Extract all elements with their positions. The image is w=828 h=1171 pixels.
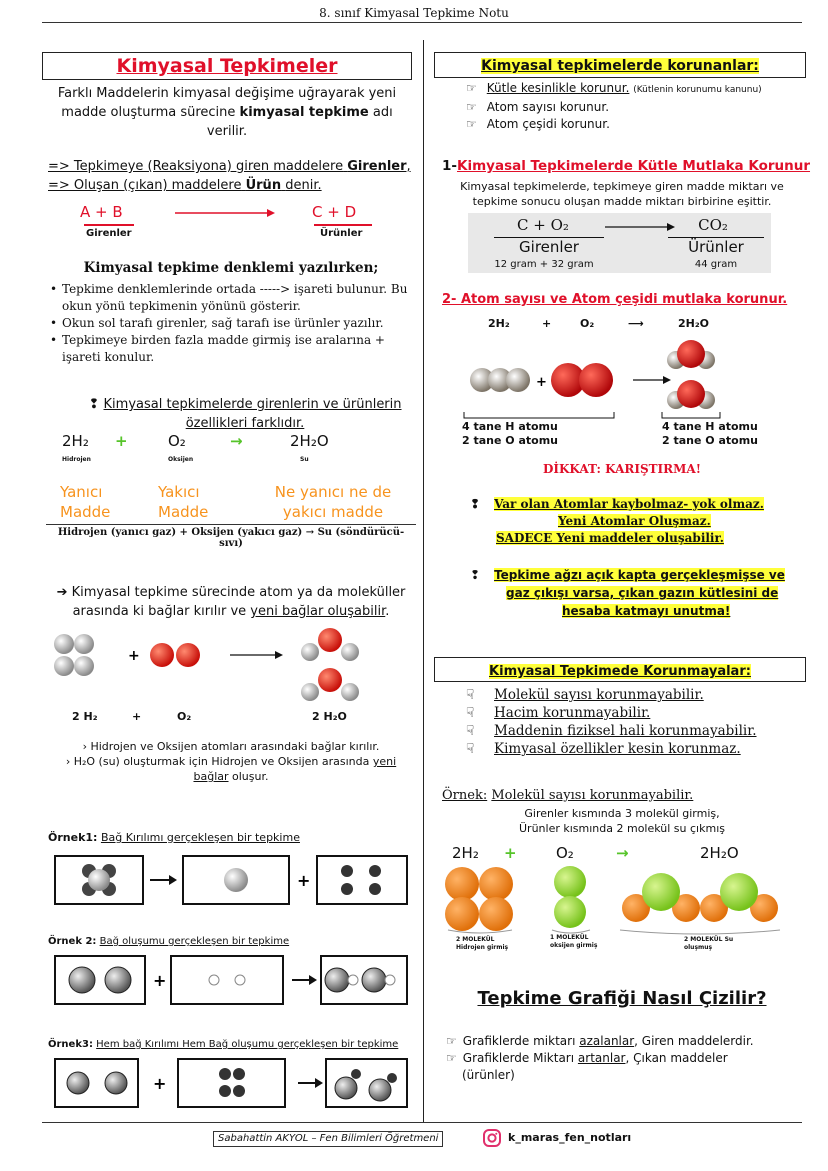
example-formula bbox=[452, 844, 792, 866]
bond-notes bbox=[46, 739, 416, 784]
top-divider bbox=[42, 22, 802, 23]
h2-pair bbox=[470, 368, 530, 392]
formula-h2o: 2H₂O bbox=[290, 432, 329, 450]
example-molecules-diagram bbox=[440, 866, 810, 936]
rule-item: • Tepkime denklemlerinde ortada -----> işareti bulunur. Bu okun yönü tepkimenin yönünü gösterir. bbox=[48, 281, 410, 315]
example-1-diagram bbox=[54, 855, 409, 905]
count-left bbox=[462, 420, 602, 448]
formula-h2: 2H₂ bbox=[62, 432, 89, 450]
notcons-title-box bbox=[434, 657, 806, 682]
mass-eq-right: CO₂ bbox=[698, 216, 728, 234]
reaction-diagram bbox=[80, 203, 390, 245]
reactants-underline bbox=[84, 224, 134, 226]
count-right-o: 2 tane O atomu bbox=[662, 434, 758, 447]
left-title: Kimyasal Tepkimeler bbox=[116, 55, 338, 77]
hand-icon: ☟ bbox=[466, 705, 475, 721]
warn-a-line: SADECE Yeni maddeler oluşabilir. bbox=[496, 531, 724, 545]
name-hidrojen: Hidrojen bbox=[62, 456, 91, 463]
bond-eq-h2o: 2 H₂O bbox=[312, 710, 347, 723]
pointer-icon: ☞ bbox=[466, 100, 477, 114]
left-title-box bbox=[42, 52, 412, 80]
mass-right-label: Ürünler bbox=[688, 238, 744, 256]
diagram-reactants-label: Girenler bbox=[86, 228, 132, 239]
rule-item: • Tepkimeye birden fazla madde girmiş ise aralarına + işareti konulur. bbox=[48, 332, 410, 366]
mass-right-value: 44 gram bbox=[694, 259, 738, 270]
formula-arrow: → bbox=[230, 432, 243, 450]
mass-eq-left: C + O₂ bbox=[517, 216, 569, 234]
conserved-item: ☞ Atom çeşidi korunur. bbox=[466, 117, 610, 131]
prop-yanici: Yanıcı Madde bbox=[60, 483, 111, 521]
column-divider bbox=[423, 40, 424, 1122]
count-left-h: 4 tane H atomu bbox=[462, 420, 558, 433]
count-left-o: 2 tane O atomu bbox=[462, 434, 558, 447]
intro-line: madde oluşturma sürecine kimyasal tepkime adı bbox=[61, 105, 393, 120]
svg-text:+: + bbox=[128, 648, 140, 664]
graph-note: (ürünler) bbox=[462, 1068, 515, 1082]
pointer-icon: ☞ bbox=[466, 81, 477, 95]
conserved-list bbox=[466, 80, 806, 133]
hand-icon: ☟ bbox=[466, 687, 475, 703]
atom-molecules-diagram bbox=[458, 338, 778, 420]
diagram-arrow bbox=[175, 206, 275, 220]
notcons-item: ☟ Molekül sayısı korunmayabilir. bbox=[466, 687, 704, 703]
diagram-products: C + D bbox=[312, 203, 357, 221]
notcons-item: ☟ Hacim korunmayabilir. bbox=[466, 705, 651, 721]
bond-eq-o2: O₂ bbox=[177, 710, 192, 723]
h2-molecule-top bbox=[54, 634, 94, 654]
bond-line: arasında ki bağlar kırılır ve yeni bağlar oluşabilir. bbox=[72, 604, 390, 619]
ex-formula-arrow: → bbox=[616, 844, 629, 862]
s2-eq-h2: 2H₂ bbox=[488, 317, 510, 330]
equation-rules bbox=[48, 281, 410, 366]
h2o-molecule-bottom bbox=[301, 668, 359, 701]
exclamation-icon: ❢ bbox=[88, 397, 100, 412]
name-su: Su bbox=[300, 456, 309, 463]
definitions bbox=[48, 157, 418, 195]
notcons-item: ☟ Kimyasal özellikler kesin korunmaz. bbox=[466, 741, 741, 757]
pointer-icon: ☞ bbox=[446, 1034, 457, 1048]
caption-h2o: 2 MOLEKÜL Su oluşmuş bbox=[684, 936, 734, 951]
def-urun: => Oluşan (çıkan) maddelere Ürün denir. bbox=[48, 178, 322, 193]
mass-left-label: Girenler bbox=[519, 238, 579, 256]
bond-eq-plus: + bbox=[132, 710, 142, 723]
mass-left-value: 12 gram + 32 gram bbox=[494, 259, 594, 270]
s2-eq-plus: + bbox=[542, 317, 552, 330]
ex-formula-h2o: 2H₂O bbox=[700, 844, 739, 862]
footer-author: Sabahattin AKYOL – Fen Bilimleri Öğretmeni bbox=[213, 1131, 443, 1147]
prop-yakici: Yakıcı Madde bbox=[158, 483, 209, 521]
pointer-icon: ☞ bbox=[446, 1051, 457, 1065]
graph-title: Tepkime Grafiği Nasıl Çizilir? bbox=[477, 988, 767, 1009]
conserved-item: ☞ Kütle kesinlikle korunur. (Kütlenin korunumu kanunu) bbox=[466, 81, 762, 95]
svg-text:+: + bbox=[153, 1074, 167, 1093]
hand-icon: ☟ bbox=[466, 723, 475, 739]
warning-properties bbox=[70, 395, 420, 433]
o2-molecule bbox=[554, 866, 586, 928]
graph-notes bbox=[446, 1033, 806, 1084]
o2-pair bbox=[551, 363, 613, 397]
conserved-title-box bbox=[434, 52, 806, 78]
notcons-list bbox=[466, 686, 806, 758]
h2o-molecule-top bbox=[301, 628, 359, 661]
instagram-icon bbox=[483, 1129, 501, 1147]
s1-line: tepkime sonucu oluşan madde miktarı birbirine eşittir. bbox=[472, 195, 772, 208]
caption-o2: 1 MOLEKÜL oksijen girmiş bbox=[550, 934, 598, 949]
warning-line: özellikleri farklıdır. bbox=[185, 416, 305, 431]
example-1-heading: Örnek1: Bağ Kırılımı gerçekleşen bir tepkime bbox=[48, 831, 300, 844]
products-underline bbox=[314, 224, 372, 226]
conserved-title-wrap bbox=[435, 53, 805, 78]
formula-plus: + bbox=[115, 432, 128, 450]
bond-note: › Hidrojen ve Oksijen atomları arasındaki bağlar kırılır. bbox=[82, 740, 380, 753]
example-3-diagram bbox=[54, 1058, 409, 1108]
example-3-heading: Örnek3: Hem bağ Kırılımı Hem Bağ oluşumu gerçekleşen bir tepkime bbox=[48, 1039, 399, 1050]
equation-heading: Kimyasal tepkime denklemi yazılırken; bbox=[83, 260, 379, 276]
example-heading: Örnek: Molekül sayısı korunmayabilir. bbox=[442, 788, 694, 803]
ex-formula-plus: + bbox=[504, 844, 517, 862]
pointer-icon: ☞ bbox=[466, 117, 477, 131]
example-text bbox=[436, 806, 808, 836]
ex-formula-o2: O₂ bbox=[556, 844, 574, 862]
intro-line: Farklı Maddelerin kimyasal değişime uğrayarak yeni bbox=[57, 86, 397, 101]
h2o-top bbox=[667, 340, 715, 369]
graph-note: ☞ Grafiklerde miktarı azalanlar, Giren maddelerdir. bbox=[446, 1034, 754, 1048]
reaction-formula bbox=[60, 432, 410, 472]
warn-b-line: ❢ Tepkime ağzı açık kapta gerçekleşmişse ve bbox=[470, 568, 785, 582]
warn-b-line: gaz çıkışı varsa, çıkan gazın kütlesini de bbox=[506, 586, 779, 600]
svg-text:+: + bbox=[153, 971, 167, 990]
section-2-title: 2- Atom sayısı ve Atom çeşidi mutlaka korunur. bbox=[442, 292, 788, 307]
mass-arrow bbox=[605, 222, 675, 232]
section-1-title: 1-Kimyasal Tepkimelerde Kütle Mutlaka Korunur bbox=[442, 158, 811, 174]
hand-icon: ☟ bbox=[466, 741, 475, 757]
s2-eq-arrow: ⟶ bbox=[628, 317, 644, 330]
s2-eq-o2: O₂ bbox=[580, 317, 595, 330]
bond-molecules-diagram bbox=[50, 628, 410, 708]
bond-eq-h2: 2 H₂ bbox=[72, 710, 98, 723]
s2-eq-h2o: 2H₂O bbox=[678, 317, 710, 330]
diagram-products-label: Ürünler bbox=[320, 228, 363, 239]
page-header: 8. sınıf Kimyasal Tepkime Notu bbox=[319, 6, 509, 20]
warn-b-line: hesaba katmayı unutma! bbox=[562, 604, 731, 618]
def-girenler: => Tepkimeye (Reaksiyona) giren maddelere Girenler, bbox=[48, 159, 411, 174]
notcons-title: Kimyasal Tepkimede Korunmayalar: bbox=[489, 664, 751, 679]
footer-handle: k_maras_fen_notları bbox=[508, 1131, 632, 1144]
dikkat-label: DİKKAT: KARIŞTIRMA! bbox=[542, 462, 702, 476]
count-right bbox=[662, 420, 802, 448]
intro-text bbox=[46, 84, 408, 141]
h2-molecule-bottom bbox=[54, 656, 94, 676]
svg-text:+: + bbox=[536, 375, 547, 390]
formula-o2: O₂ bbox=[168, 432, 186, 450]
summary-rule bbox=[46, 524, 416, 525]
exclamation-icon: ❢ bbox=[470, 568, 481, 582]
conserved-title: Kimyasal tepkimelerde korunanlar: bbox=[481, 58, 759, 74]
bond-note: bağlar oluşur. bbox=[193, 770, 269, 783]
graph-note: ☞ Grafiklerde Miktarı artanlar, Çıkan maddeler bbox=[446, 1051, 728, 1065]
conserved-item: ☞ Atom sayısı korunur. bbox=[466, 100, 610, 114]
warning-line: ❢ Kimyasal tepkimelerde girenlerin ve ürünlerin bbox=[88, 397, 402, 412]
svg-text:+: + bbox=[297, 871, 311, 890]
section-1-text bbox=[436, 179, 808, 209]
example-line: Girenler kısmında 3 molekül girmiş, bbox=[524, 807, 720, 820]
example-2-heading: Örnek 2: Bağ oluşumu gerçekleşen bir tepkime bbox=[48, 936, 290, 947]
warn-a-line: Yeni Atomlar Oluşmaz. bbox=[558, 514, 711, 528]
count-right-h: 4 tane H atomu bbox=[662, 420, 758, 433]
bottom-divider bbox=[42, 1122, 802, 1123]
mass-panel bbox=[468, 213, 771, 273]
h2-molecules bbox=[445, 867, 513, 931]
prop-neither: Ne yanıcı ne de yakıcı madde bbox=[274, 483, 392, 521]
s1-line: Kimyasal tepkimelerde, tepkimeye giren madde miktarı ve bbox=[460, 180, 784, 193]
warning-atoms bbox=[470, 496, 810, 547]
ex-formula-h2: 2H₂ bbox=[452, 844, 479, 862]
example-2-diagram bbox=[54, 955, 409, 1005]
name-oksijen: Oksijen bbox=[168, 456, 194, 463]
o2-molecule bbox=[150, 643, 200, 667]
rule-item: • Okun sol tarafı girenler, sağ tarafı ise ürünler yazılır. bbox=[48, 315, 410, 332]
h2o-molecules bbox=[622, 873, 778, 922]
caption-h2: 2 MOLEKÜL Hidrojen girmiş bbox=[456, 936, 509, 951]
intro-line: verilir. bbox=[206, 124, 248, 139]
example-line: Ürünler kısmında 2 molekül su çıkmış bbox=[519, 822, 725, 835]
bond-text bbox=[46, 583, 416, 621]
notcons-item: ☟ Maddenin fiziksel hali korunmayabilir. bbox=[466, 723, 757, 739]
bond-line: ➔ Kimyasal tepkime sürecinde atom ya da moleküller bbox=[56, 585, 406, 600]
warn-a-line: ❢ Var olan Atomlar kaybolmaz- yok olmaz. bbox=[470, 497, 764, 511]
h2o-bottom bbox=[667, 380, 715, 409]
summary-line: Hidrojen (yanıcı gaz) + Oksijen (yakıcı gaz) → Su (söndürücü-sıvı) bbox=[57, 527, 405, 549]
diagram-reactants: A + B bbox=[80, 203, 123, 221]
warning-gas bbox=[470, 566, 810, 620]
bond-note: › H₂O (su) oluşturmak için Hidrojen ve Oksijen arasında yeni bbox=[65, 755, 397, 768]
exclamation-icon: ❢ bbox=[470, 497, 481, 511]
notcons-title-wrap bbox=[435, 658, 805, 683]
